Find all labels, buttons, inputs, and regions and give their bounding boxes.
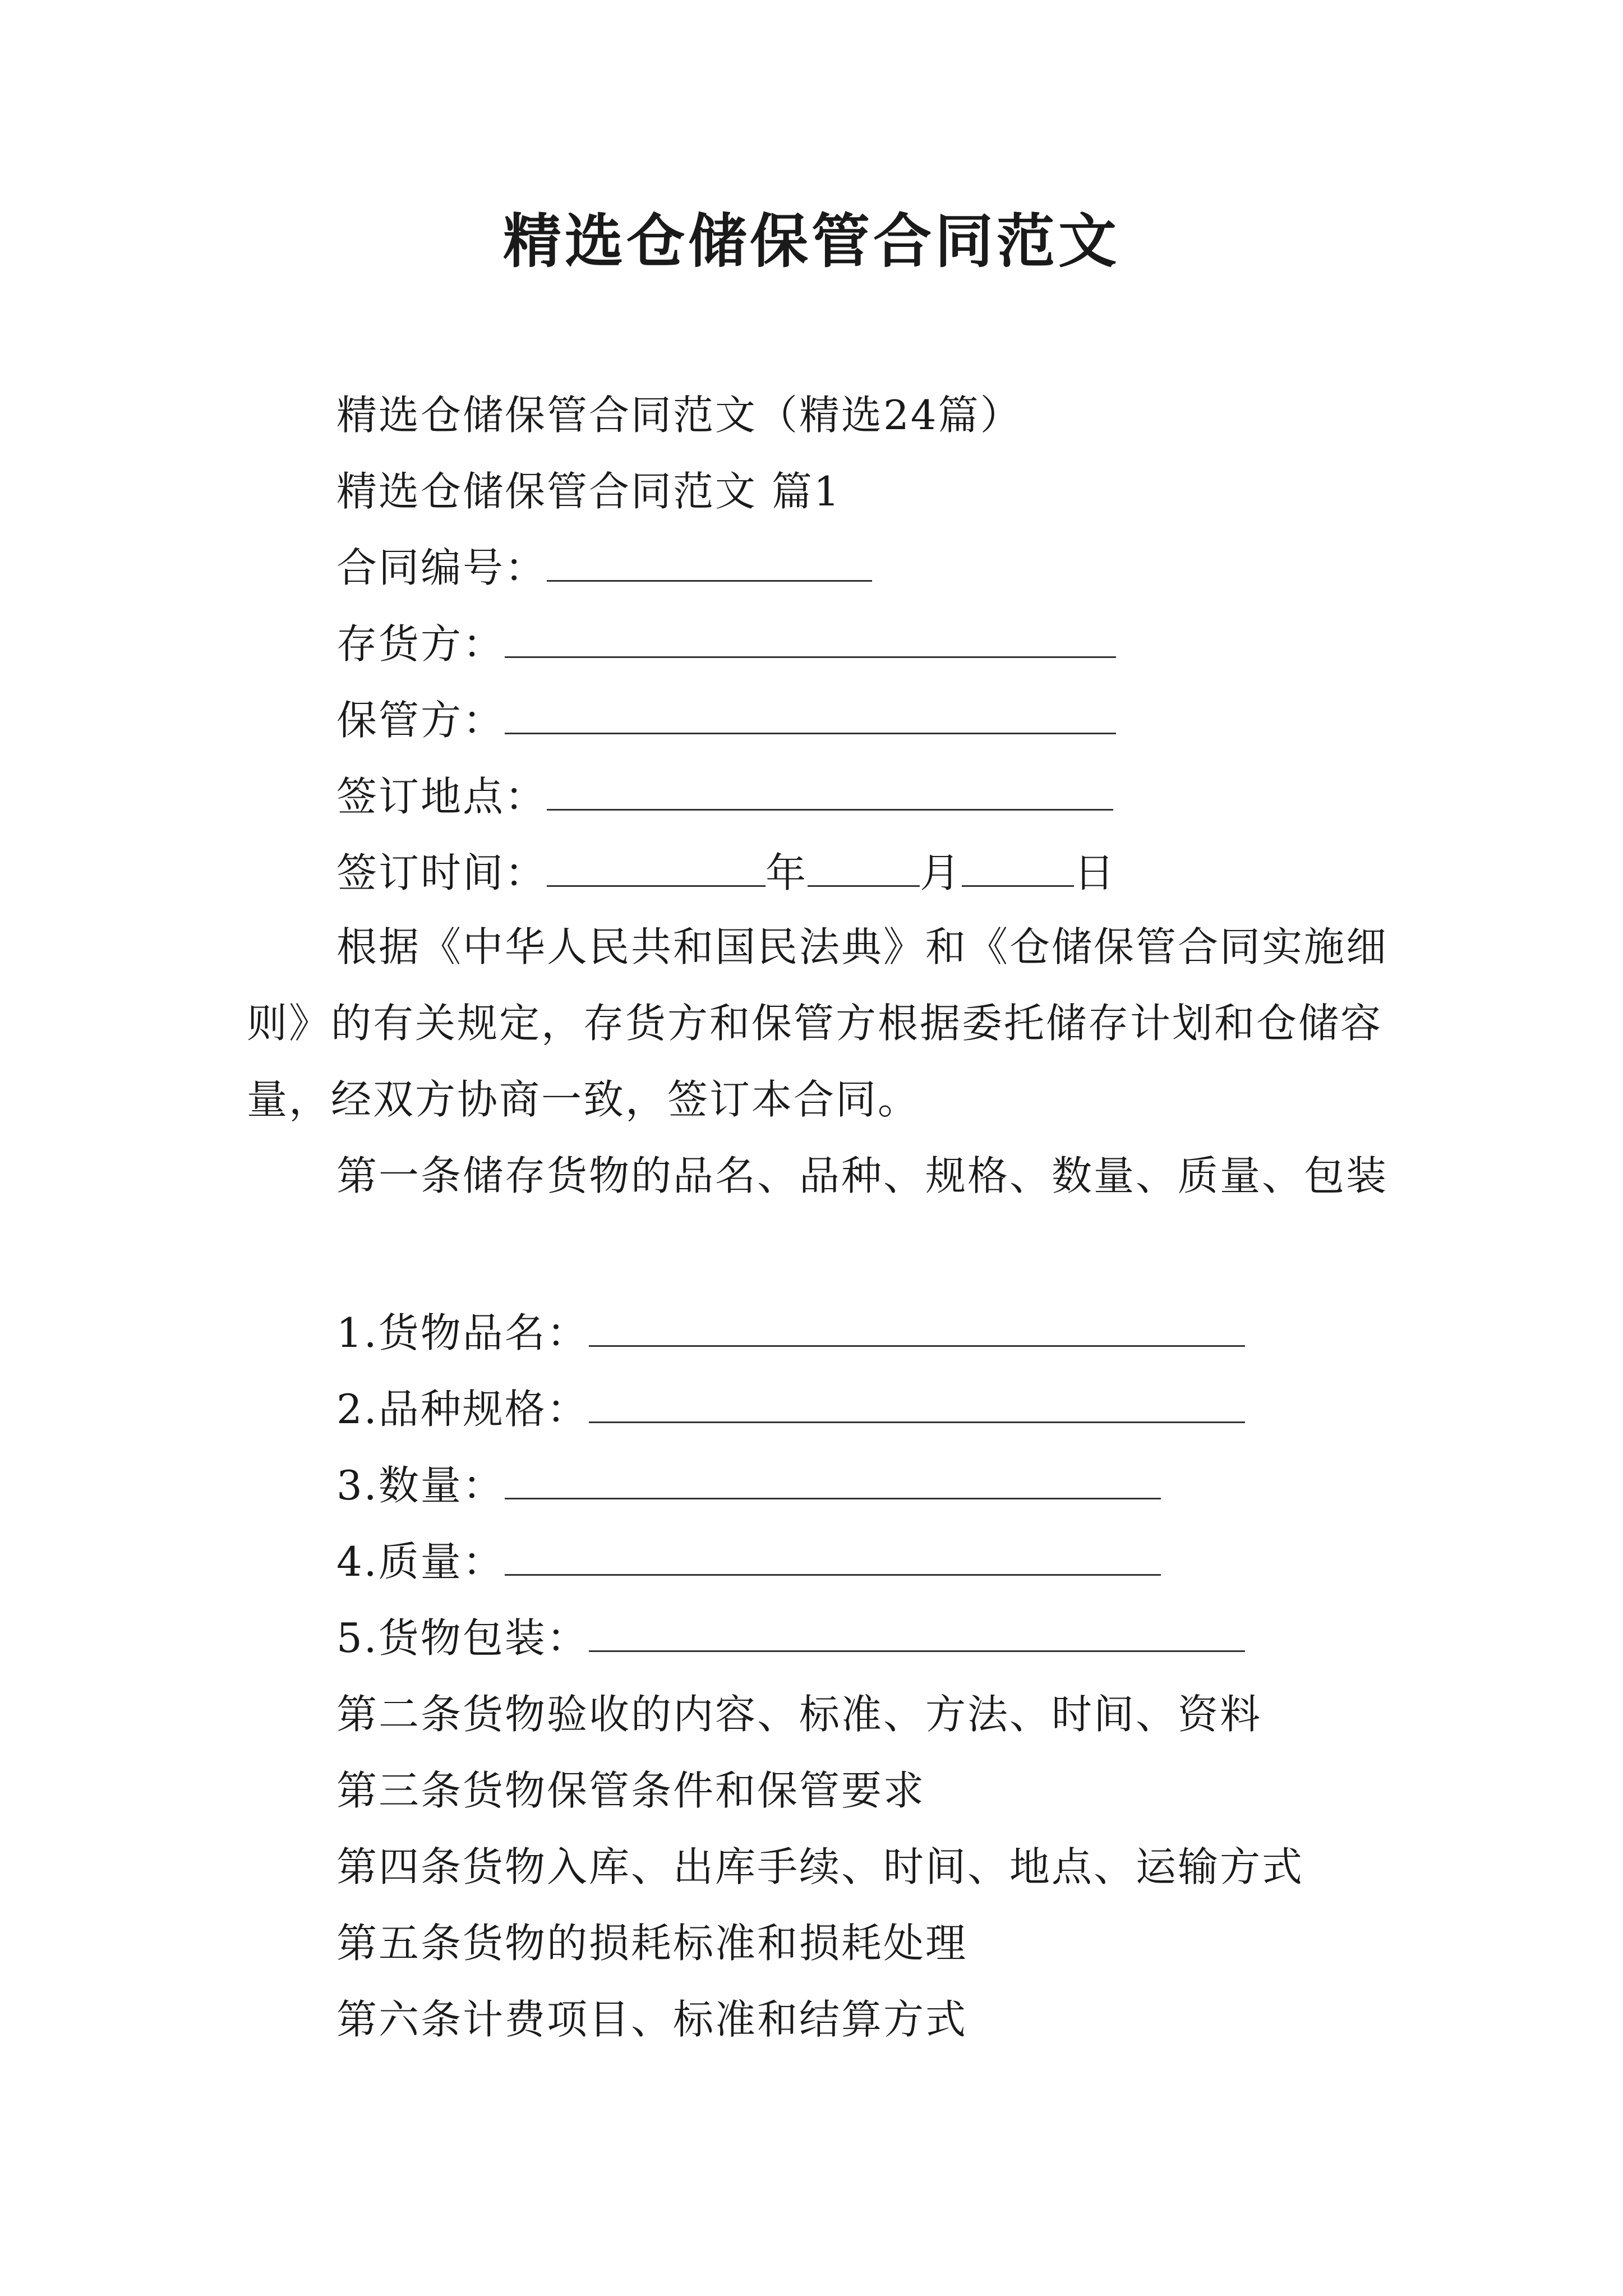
day-label: 日 <box>1074 849 1117 896</box>
item-3-label: 3.数量： <box>336 1462 505 1509</box>
month-blank <box>808 850 920 887</box>
contract-number-blank <box>547 545 872 582</box>
article-5: 第五条货物的损耗标准和损耗处理 <box>336 1920 968 1967</box>
document-subtitle: 精选仓储保管合同范文（精选24篇） <box>336 392 1022 439</box>
item-4-label: 4.质量： <box>336 1538 505 1585</box>
article-6: 第六条计费项目、标准和结算方式 <box>336 1996 968 2043</box>
item-1-label: 1.货物品名： <box>336 1309 589 1356</box>
article-3: 第三条货物保管条件和保管要求 <box>336 1767 926 1814</box>
sign-place-label: 签订地点： <box>336 773 547 820</box>
item-4-blank <box>505 1539 1161 1576</box>
item-4-row <box>336 1534 1161 1590</box>
article-4: 第四条货物入库、出库手续、时间、地点、运输方式 <box>336 1843 1304 1890</box>
custodian-row <box>336 692 1116 748</box>
day-blank <box>962 850 1074 887</box>
sign-time-row <box>336 845 1116 901</box>
custodian-blank <box>505 698 1116 734</box>
item-5-row <box>336 1610 1245 1666</box>
sign-place-row <box>336 769 1113 825</box>
intro-paragraph: 根据《中华人民共和国民法典》和《仓储保管合同实施细则》的有关规定，存货方和保管方根据委托储存计划和仓储容量，经双方协商一致，签订本合同。 <box>247 923 1389 1123</box>
depositor-label: 存货方： <box>336 620 505 668</box>
contract-number-label: 合同编号： <box>336 544 547 591</box>
depositor-row <box>336 616 1116 672</box>
document-title: 精选仓储保管合同范文 <box>502 206 1120 275</box>
contract-number-row <box>336 540 872 596</box>
item-2-label: 2.品种规格： <box>336 1386 589 1433</box>
item-2-row <box>336 1381 1245 1437</box>
month-label: 月 <box>920 849 962 896</box>
item-2-blank <box>589 1387 1245 1423</box>
year-label: 年 <box>766 849 808 896</box>
sign-place-blank <box>547 774 1113 811</box>
year-blank <box>547 850 766 887</box>
item-3-row <box>336 1457 1161 1513</box>
item-1-row <box>336 1305 1245 1361</box>
item-1-blank <box>589 1310 1245 1347</box>
depositor-blank <box>505 622 1116 658</box>
article-2: 第二条货物验收的内容、标准、方法、时间、资料 <box>336 1691 1262 1738</box>
sign-time-label: 签订时间： <box>336 849 547 896</box>
custodian-label: 保管方： <box>336 697 505 744</box>
item-5-label: 5.货物包装： <box>336 1614 589 1662</box>
item-3-blank <box>505 1463 1161 1499</box>
section-heading: 精选仓储保管合同范文 篇1 <box>336 468 841 515</box>
article-1: 第一条储存货物的品名、品种、规格、数量、质量、包装 <box>336 1152 1389 1199</box>
item-5-blank <box>589 1616 1245 1652</box>
